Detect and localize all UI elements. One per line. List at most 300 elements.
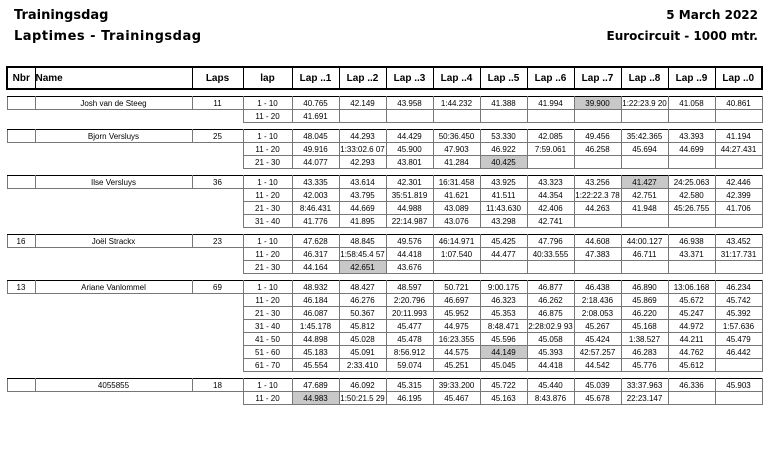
lap-time: 45:26.755 xyxy=(668,202,715,215)
lap-time: 40:33.555 xyxy=(527,248,574,261)
lap-time: 45.247 xyxy=(668,307,715,320)
empty-cell xyxy=(192,156,243,169)
lap-time: 46.697 xyxy=(433,294,480,307)
lap-time: 11:43.630 xyxy=(480,202,527,215)
lap-time xyxy=(715,110,762,123)
empty-cell xyxy=(35,261,192,274)
lap-range: 1 - 10 xyxy=(243,235,292,248)
empty-cell xyxy=(7,156,35,169)
driver-nbr: 13 xyxy=(7,281,35,294)
table-row xyxy=(7,307,762,320)
lap-range: 1 - 10 xyxy=(243,176,292,189)
lap-time: 43.925 xyxy=(480,176,527,189)
lap-time: 45.267 xyxy=(574,320,621,333)
lap-time xyxy=(574,261,621,274)
lap-time: 42.085 xyxy=(527,130,574,143)
lap-time: 1:07.540 xyxy=(433,248,480,261)
lap-range: 1 - 10 xyxy=(243,130,292,143)
lap-time xyxy=(668,215,715,228)
lap-time: 45.596 xyxy=(480,333,527,346)
lap-time: 1:57.636 xyxy=(715,320,762,333)
lap-time: 46.442 xyxy=(715,346,762,359)
lap-time: 2:18.436 xyxy=(574,294,621,307)
lap-time: 48.045 xyxy=(292,130,339,143)
lap-time: 8:43.876 xyxy=(527,392,574,405)
lap-time xyxy=(668,261,715,274)
empty-cell xyxy=(7,202,35,215)
lap-time: 2:20.796 xyxy=(386,294,433,307)
lap-time: 46.323 xyxy=(480,294,527,307)
lap-time: 44.898 xyxy=(292,333,339,346)
lap-time: 46.711 xyxy=(621,248,668,261)
lap-time: 45.393 xyxy=(527,346,574,359)
driver-laps: 69 xyxy=(192,281,243,294)
lap-time: 46.317 xyxy=(292,248,339,261)
empty-cell xyxy=(192,294,243,307)
lap-time: 44.762 xyxy=(668,346,715,359)
lap-time: 43.801 xyxy=(386,156,433,169)
lap-time: 41.776 xyxy=(292,215,339,228)
lap-time: 44.211 xyxy=(668,333,715,346)
lap-range: 61 - 70 xyxy=(243,359,292,372)
lap-time: 45.425 xyxy=(480,235,527,248)
lap-time: 42.149 xyxy=(339,97,386,110)
lap-time: 45.183 xyxy=(292,346,339,359)
col-header-laps: Laps xyxy=(192,67,243,89)
driver-laps: 11 xyxy=(192,97,243,110)
lap-time-best: 42.651 xyxy=(339,261,386,274)
lap-range: 21 - 30 xyxy=(243,307,292,320)
lap-time: 42.751 xyxy=(621,189,668,202)
lap-time: 46.276 xyxy=(339,294,386,307)
driver-gap-row xyxy=(7,123,762,130)
lap-time: 50.721 xyxy=(433,281,480,294)
lap-time: 8:48.471 xyxy=(480,320,527,333)
lap-time: 46.283 xyxy=(621,346,668,359)
lap-time: 43.256 xyxy=(574,176,621,189)
lap-time: 45.039 xyxy=(574,379,621,392)
driver-gap-row xyxy=(7,228,762,235)
empty-cell xyxy=(35,359,192,372)
lap-time: 43.298 xyxy=(480,215,527,228)
lap-time: 45.903 xyxy=(715,379,762,392)
lap-time: 45.952 xyxy=(433,307,480,320)
lap-time: 46.258 xyxy=(574,143,621,156)
lap-range: 31 - 40 xyxy=(243,320,292,333)
lap-time: 13:06.168 xyxy=(668,281,715,294)
empty-cell xyxy=(35,307,192,320)
lap-time-best: 44.983 xyxy=(292,392,339,405)
lap-time: 20:11.993 xyxy=(386,307,433,320)
col-header-lap-3: Lap ..3 xyxy=(386,67,433,89)
empty-cell xyxy=(35,202,192,215)
lap-time: 43.335 xyxy=(292,176,339,189)
empty-cell xyxy=(35,346,192,359)
table-row xyxy=(7,97,762,110)
lap-time: 45.776 xyxy=(621,359,668,372)
lap-time: 47.383 xyxy=(574,248,621,261)
lap-time: 22:23.147 xyxy=(621,392,668,405)
lap-time-best: 44.149 xyxy=(480,346,527,359)
lap-time: 59.074 xyxy=(386,359,433,372)
lap-time: 46.890 xyxy=(621,281,668,294)
table-row xyxy=(7,130,762,143)
lap-time: 7:59.061 xyxy=(527,143,574,156)
driver-name: Ariane Vanlommel xyxy=(35,281,192,294)
empty-cell xyxy=(7,143,35,156)
lap-time: 41.058 xyxy=(668,97,715,110)
empty-cell xyxy=(7,294,35,307)
lap-time: 45.479 xyxy=(715,333,762,346)
lap-time: 48.845 xyxy=(339,235,386,248)
lap-time: 45.045 xyxy=(480,359,527,372)
table-row xyxy=(7,379,762,392)
col-header-lap-1: Lap ..1 xyxy=(292,67,339,89)
lap-time: 46.184 xyxy=(292,294,339,307)
driver-laps: 18 xyxy=(192,379,243,392)
lap-time: 46:14.971 xyxy=(433,235,480,248)
lap-time: 44.972 xyxy=(668,320,715,333)
lap-time-best: 41.427 xyxy=(621,176,668,189)
page-title: Trainingsdag xyxy=(14,8,109,23)
lap-time: 1:44.232 xyxy=(433,97,480,110)
lap-time: 44.477 xyxy=(480,248,527,261)
lap-time xyxy=(574,110,621,123)
table-row xyxy=(7,248,762,261)
lap-time xyxy=(715,392,762,405)
col-header-nbr: Nbr xyxy=(7,67,35,89)
lap-time: 35:42.365 xyxy=(621,130,668,143)
lap-time: 45.612 xyxy=(668,359,715,372)
lap-time: 45.353 xyxy=(480,307,527,320)
lap-time: 43.089 xyxy=(433,202,480,215)
lap-time: 42.399 xyxy=(715,189,762,202)
driver-laps: 23 xyxy=(192,235,243,248)
driver-nbr xyxy=(7,176,35,189)
laptimes-body xyxy=(7,89,762,405)
driver-gap-row xyxy=(7,89,762,97)
lap-range: 1 - 10 xyxy=(243,379,292,392)
lap-time xyxy=(621,156,668,169)
lap-time: 41.511 xyxy=(480,189,527,202)
lap-time: 22:14.987 xyxy=(386,215,433,228)
lap-time-best: 39.900 xyxy=(574,97,621,110)
gap-cell xyxy=(7,372,762,379)
lap-time: 45.163 xyxy=(480,392,527,405)
lap-time-best: 40.425 xyxy=(480,156,527,169)
driver-name: Joël Strackx xyxy=(35,235,192,248)
table-row xyxy=(7,156,762,169)
lap-time: 49.576 xyxy=(386,235,433,248)
table-row xyxy=(7,294,762,307)
empty-cell xyxy=(192,143,243,156)
lap-time: 8:46.431 xyxy=(292,202,339,215)
lap-time: 35:51.819 xyxy=(386,189,433,202)
empty-cell xyxy=(35,189,192,202)
col-header-lap-5: Lap ..5 xyxy=(480,67,527,89)
lap-time: 45.869 xyxy=(621,294,668,307)
table-header-row xyxy=(7,67,762,89)
table-row xyxy=(7,333,762,346)
col-header-lap-9: Lap ..9 xyxy=(668,67,715,89)
lap-time: 44.354 xyxy=(527,189,574,202)
lap-time: 45.477 xyxy=(386,320,433,333)
lap-time: 43.958 xyxy=(386,97,433,110)
table-row xyxy=(7,215,762,228)
lap-time: 45.742 xyxy=(715,294,762,307)
col-header-name: Name xyxy=(35,67,192,89)
lap-time: 53.330 xyxy=(480,130,527,143)
driver-nbr xyxy=(7,379,35,392)
lap-time: 41.621 xyxy=(433,189,480,202)
event-date: 5 March 2022 xyxy=(666,8,758,22)
lap-time: 45.554 xyxy=(292,359,339,372)
lap-time: 45.478 xyxy=(386,333,433,346)
lap-range: 11 - 20 xyxy=(243,392,292,405)
lap-time: 44.975 xyxy=(433,320,480,333)
lap-time xyxy=(433,110,480,123)
page-subtitle: Laptimes - Trainingsdag xyxy=(14,29,202,44)
driver-name: 4055855 xyxy=(35,379,192,392)
lap-time: 45.058 xyxy=(527,333,574,346)
lap-time: 45.694 xyxy=(621,143,668,156)
lap-time xyxy=(574,156,621,169)
lap-time: 43.393 xyxy=(668,130,715,143)
lap-time: 41.388 xyxy=(480,97,527,110)
lap-time xyxy=(668,156,715,169)
lap-time xyxy=(339,110,386,123)
lap-range: 21 - 30 xyxy=(243,202,292,215)
table-row xyxy=(7,320,762,333)
col-header-lap-0: Lap ..0 xyxy=(715,67,762,89)
lap-time: 44:27.431 xyxy=(715,143,762,156)
table-row xyxy=(7,359,762,372)
lap-time: 46.087 xyxy=(292,307,339,320)
lap-time: 45.392 xyxy=(715,307,762,320)
lap-time: 48.932 xyxy=(292,281,339,294)
empty-cell xyxy=(7,248,35,261)
lap-time: 9:00.175 xyxy=(480,281,527,294)
lap-time: 46.877 xyxy=(527,281,574,294)
lap-time: 45.722 xyxy=(480,379,527,392)
lap-time xyxy=(433,261,480,274)
lap-time: 45.168 xyxy=(621,320,668,333)
lap-time: 1:45.178 xyxy=(292,320,339,333)
lap-time: 44.418 xyxy=(386,248,433,261)
empty-cell xyxy=(7,110,35,123)
driver-laps: 25 xyxy=(192,130,243,143)
driver-name: Ilse Versluys xyxy=(35,176,192,189)
lap-time: 1:50:21.5 29 xyxy=(340,393,385,403)
lap-time: 1:38.527 xyxy=(621,333,668,346)
col-header-lap-7: Lap ..7 xyxy=(574,67,621,89)
lap-time: 46.262 xyxy=(527,294,574,307)
lap-time: 42.741 xyxy=(527,215,574,228)
empty-cell xyxy=(35,294,192,307)
gap-cell xyxy=(7,169,762,176)
lap-time: 41.895 xyxy=(339,215,386,228)
lap-time: 2:33.410 xyxy=(339,359,386,372)
table-row xyxy=(7,189,762,202)
lap-time: 42.293 xyxy=(339,156,386,169)
empty-cell xyxy=(35,248,192,261)
table-row xyxy=(7,235,762,248)
driver-gap-row xyxy=(7,169,762,176)
lap-time: 1:58:45.4 57 xyxy=(340,249,385,259)
lap-time: 45.678 xyxy=(574,392,621,405)
empty-cell xyxy=(7,261,35,274)
lap-range: 11 - 20 xyxy=(243,189,292,202)
empty-cell xyxy=(7,189,35,202)
lap-time: 16:23.355 xyxy=(433,333,480,346)
table-row xyxy=(7,392,762,405)
lap-time: 46.092 xyxy=(339,379,386,392)
lap-time: 45.424 xyxy=(574,333,621,346)
lap-time: 41.706 xyxy=(715,202,762,215)
empty-cell xyxy=(7,307,35,320)
empty-cell xyxy=(192,261,243,274)
driver-name: Josh van de Steeg xyxy=(35,97,192,110)
col-header-lap: lap xyxy=(243,67,292,89)
lap-range: 11 - 20 xyxy=(243,110,292,123)
lap-time: 43.076 xyxy=(433,215,480,228)
lap-time: 42.003 xyxy=(292,189,339,202)
lap-time: 44.669 xyxy=(339,202,386,215)
lap-time: 45.091 xyxy=(339,346,386,359)
empty-cell xyxy=(192,202,243,215)
table-row xyxy=(7,281,762,294)
driver-gap-row xyxy=(7,274,762,281)
lap-range: 41 - 50 xyxy=(243,333,292,346)
empty-cell xyxy=(192,320,243,333)
lap-time: 49.916 xyxy=(292,143,339,156)
lap-range: 51 - 60 xyxy=(243,346,292,359)
lap-time xyxy=(668,110,715,123)
lap-time xyxy=(480,261,527,274)
driver-gap-row xyxy=(7,372,762,379)
lap-time: 40.861 xyxy=(715,97,762,110)
gap-cell xyxy=(7,89,762,97)
lap-range: 21 - 30 xyxy=(243,261,292,274)
lap-time: 45.315 xyxy=(386,379,433,392)
lap-range: 21 - 30 xyxy=(243,156,292,169)
table-row xyxy=(7,143,762,156)
lap-time: 31:17.731 xyxy=(715,248,762,261)
lap-range: 11 - 20 xyxy=(243,294,292,307)
lap-time: 45.251 xyxy=(433,359,480,372)
lap-range: 11 - 20 xyxy=(243,248,292,261)
lap-time: 46.438 xyxy=(574,281,621,294)
col-header-lap-6: Lap ..6 xyxy=(527,67,574,89)
empty-cell xyxy=(7,215,35,228)
lap-time: 1:33:02.6 07 xyxy=(340,144,385,154)
lap-time: 46.875 xyxy=(527,307,574,320)
lap-time: 43.795 xyxy=(339,189,386,202)
lap-time: 44:00.127 xyxy=(621,235,668,248)
lap-time: 46.336 xyxy=(668,379,715,392)
lap-time: 42.446 xyxy=(715,176,762,189)
lap-time xyxy=(715,156,762,169)
gap-cell xyxy=(7,228,762,235)
lap-time: 46.220 xyxy=(621,307,668,320)
lap-time: 44.418 xyxy=(527,359,574,372)
lap-time: 43.676 xyxy=(386,261,433,274)
lap-time: 46.195 xyxy=(386,392,433,405)
empty-cell xyxy=(7,392,35,405)
lap-time: 16:31.458 xyxy=(433,176,480,189)
lap-time xyxy=(527,110,574,123)
lap-time: 44.429 xyxy=(386,130,433,143)
empty-cell xyxy=(192,359,243,372)
laptimes-table xyxy=(6,66,763,405)
table-row xyxy=(7,110,762,123)
lap-time: 46.938 xyxy=(668,235,715,248)
lap-time: 8:56.912 xyxy=(386,346,433,359)
empty-cell xyxy=(7,359,35,372)
table-row xyxy=(7,202,762,215)
lap-time: 44.542 xyxy=(574,359,621,372)
driver-nbr xyxy=(7,97,35,110)
empty-cell xyxy=(7,346,35,359)
lap-time xyxy=(480,110,527,123)
lap-time: 50:36.450 xyxy=(433,130,480,143)
driver-nbr: 16 xyxy=(7,235,35,248)
empty-cell xyxy=(35,320,192,333)
empty-cell xyxy=(35,333,192,346)
lap-time: 45.900 xyxy=(386,143,433,156)
lap-time: 43.614 xyxy=(339,176,386,189)
lap-range: 31 - 40 xyxy=(243,215,292,228)
lap-time: 49.456 xyxy=(574,130,621,143)
lap-time: 42.406 xyxy=(527,202,574,215)
lap-time xyxy=(621,215,668,228)
driver-laps: 36 xyxy=(192,176,243,189)
empty-cell xyxy=(192,307,243,320)
lap-time: 45.467 xyxy=(433,392,480,405)
lap-time: 44.608 xyxy=(574,235,621,248)
empty-cell xyxy=(192,346,243,359)
lap-time: 45.812 xyxy=(339,320,386,333)
lap-time: 33:37.963 xyxy=(621,379,668,392)
lap-time: 48.427 xyxy=(339,281,386,294)
lap-time: 43.323 xyxy=(527,176,574,189)
lap-time: 45.028 xyxy=(339,333,386,346)
lap-time: 41.948 xyxy=(621,202,668,215)
lap-time: 2:28:02.9 93 xyxy=(528,321,573,331)
lap-time xyxy=(574,215,621,228)
lap-time xyxy=(386,110,433,123)
lap-time: 1:22:23.9 20 xyxy=(622,98,667,108)
lap-time: 44.988 xyxy=(386,202,433,215)
lap-time: 43.452 xyxy=(715,235,762,248)
lap-range: 1 - 10 xyxy=(243,97,292,110)
lap-time: 44.077 xyxy=(292,156,339,169)
lap-time: 48.597 xyxy=(386,281,433,294)
empty-cell xyxy=(35,110,192,123)
empty-cell xyxy=(35,156,192,169)
col-header-lap-8: Lap ..8 xyxy=(621,67,668,89)
empty-cell xyxy=(192,189,243,202)
empty-cell xyxy=(192,110,243,123)
lap-time: 47.903 xyxy=(433,143,480,156)
lap-time: 41.284 xyxy=(433,156,480,169)
lap-time: 1:22:22.3 78 xyxy=(575,190,620,200)
empty-cell xyxy=(35,215,192,228)
lap-time xyxy=(668,392,715,405)
lap-time: 47.796 xyxy=(527,235,574,248)
lap-time: 24:25.063 xyxy=(668,176,715,189)
lap-range: 1 - 10 xyxy=(243,281,292,294)
